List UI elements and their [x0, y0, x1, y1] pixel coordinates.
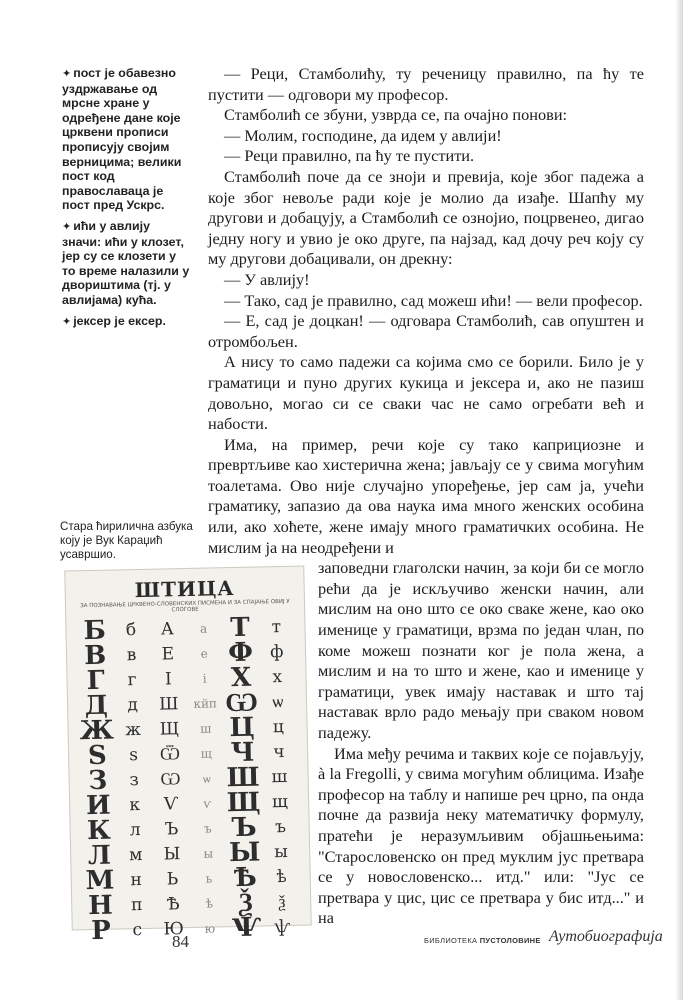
alphabet-letter: ь	[205, 871, 213, 886]
alphabet-letter: кйп	[193, 696, 218, 711]
alphabet-letter: е	[200, 646, 208, 661]
alphabet-letter: ж	[125, 719, 142, 741]
book-title: Аутобиографија	[549, 928, 663, 945]
alphabet-letter: Ѵ	[163, 794, 179, 815]
alphabet-letter: Х	[230, 662, 252, 694]
alphabet-letter: ъ	[274, 816, 287, 838]
alphabet-letter: Ы	[163, 844, 181, 865]
alphabet-letter: ѣ	[276, 866, 287, 888]
alphabet-letter: З	[88, 765, 108, 797]
alphabet-letter: Б	[83, 615, 107, 647]
alphabet-letter: Щ	[159, 719, 180, 740]
side-notes	[62, 66, 192, 335]
alphabet-letter: ф	[269, 641, 284, 663]
paragraph: Има међу речима и таквих које се појављују, à la Fregolli, у свима могућим облицима. Изађе професор на таблу и напише реч црно, па онда почне да развија неку математичку формулу, пратећи је неразумљивим објашњењима: "Старословенско он пред муклим јус претвара се у новословенско... итд." или: "Јус се претвара у цис, цис се претвара у бис итд..." и на	[318, 743, 644, 928]
alphabet-letter: Ь	[166, 869, 179, 890]
alphabet-letter: ъ	[203, 821, 212, 836]
paragraph: — Е, сад је доцкан! — одговара Стамболић, сав опуштен и отромбољен.	[208, 311, 644, 351]
alphabet-letter: п	[130, 894, 143, 916]
alphabet-letter: Ш	[226, 762, 260, 794]
alphabet-letter: Т	[229, 612, 250, 644]
paragraph: Стамболић се збуни, узврда се, па очајно понови:	[224, 105, 568, 125]
alphabet-letter: щ	[200, 746, 213, 761]
alphabet-letter: ы	[274, 841, 288, 863]
alphabet-letter: ц	[272, 716, 285, 738]
alphabet-letter: ѯ	[278, 891, 286, 913]
side-note-text: јексер је ексер.	[73, 313, 166, 328]
paragraph: — Реци правилно, па ћу те пустити.	[224, 146, 475, 166]
alphabet-letter: Ъ	[231, 812, 257, 844]
alphabet-letter: Д	[84, 690, 109, 722]
alphabet-letter: л	[129, 820, 141, 841]
alphabet-letter: Ц	[229, 712, 255, 744]
alphabet-letter: Ф	[227, 637, 254, 669]
paragraph: — Реци, Стамболићу, ту реченицу правилно, па ћу те пустити — одговори му професор.	[208, 64, 644, 104]
side-note	[62, 314, 192, 330]
alphabet-letter: Ѱ	[231, 912, 261, 944]
alphabet-letter: т	[271, 617, 282, 638]
alphabet-letter: х	[272, 667, 283, 688]
alphabet-letter: м	[128, 844, 143, 866]
alphabet-letter: Ю	[163, 919, 184, 940]
alphabet-title: ШТИЦА	[134, 575, 235, 603]
alphabet-subtitle: ЗА ПОЗНАВАЊЕ ЦРКВЕНО-СЛОВЕНСКИХ ПИСМЕНА И ЗА СПАЈАЊЕ ОВИЈ У СЛОГОВЕ	[80, 598, 290, 614]
alphabet-letter: В	[83, 640, 107, 672]
alphabet-letter: Н	[87, 890, 114, 922]
paragraph: А нису то само падежи са којима смо се борили. Било је у граматици и пуно других кукица и јексера и, ако не пазиш довољно, могао си се сваки час не само огребати већ и набости.	[208, 352, 644, 434]
alphabet-letter: с	[132, 920, 143, 941]
paragraph: — Тако, сад је правилно, сад можеш ићи! — вели професор.	[224, 290, 643, 310]
alphabet-letter: б	[125, 620, 137, 641]
alphabet-letter: ѣ	[205, 896, 214, 911]
alphabet-letter: А	[160, 619, 174, 640]
alphabet-letter: щ	[271, 791, 289, 813]
side-note	[62, 66, 192, 213]
paragraph: заповедни глаголски начин, за који би се могло рећи да је искључиво женски начин, али мислим на оно што се око сваке жене, као око именице у граматици, врзма по један члан, по коме можеш познати ког је пола жена, а мислим и на то што и жене, као и именице у граматици, увек имају наставак и што тај наставак врло радо мењају при сваком новом падежу.	[318, 558, 644, 742]
alphabet-letter: Е	[161, 644, 175, 665]
alphabet-letter: Ы	[228, 837, 261, 869]
series-label	[424, 936, 541, 945]
alphabet-letter: ы	[203, 846, 214, 861]
alphabet-column	[258, 615, 301, 941]
alphabet-letter: ѱ	[274, 916, 291, 938]
alphabet-letter: Ѕ	[87, 740, 108, 772]
alphabet-letter: н	[130, 869, 143, 891]
alphabet-letter: Г	[86, 665, 106, 697]
series-name: ПУСТОЛОВИНЕ	[479, 936, 541, 945]
paragraph: Стамболић поче да се зноји и превија, које због падежа а које због невоље ради које је молио да изађе. Шапћу му другови и добацују, а Стамболић се ознојио, поцрвенео, дигао једну ногу и увио је око друге, па најзад, кад дочу реч коју су му другови добацивали, он дрекну:	[208, 166, 644, 269]
alphabet-letter: Ѣ	[166, 894, 180, 915]
alphabet-letter: Ъ	[164, 819, 179, 840]
alphabet-letter: І	[164, 669, 172, 690]
alphabet-letter: ш	[200, 721, 212, 736]
note-marker-icon: ✦	[62, 315, 72, 328]
alphabet-letter: ю	[204, 921, 216, 936]
alphabet-letter: И	[85, 790, 111, 822]
side-note-text: ићи у авлију значи: ићи у клозет, јер су се клозети у то време налазили у двориштима (тј. у авлијама) кућа.	[62, 218, 190, 307]
alphabet-letter: г	[127, 670, 137, 691]
alphabet-letter: Ѯ	[238, 887, 253, 918]
alphabet-letter: Р	[90, 915, 112, 947]
alphabet-letter: ѡ	[272, 691, 284, 713]
alphabet-letter: Л	[87, 840, 112, 872]
alphabet-letter: ѵ	[203, 796, 212, 811]
note-marker-icon: ✦	[62, 220, 72, 233]
alphabet-letter: ш	[271, 766, 288, 788]
alphabet-letter: Ѿ	[159, 744, 181, 765]
series-prefix: БИБЛИОТЕКА	[424, 936, 478, 945]
alphabet-letter: ч	[273, 741, 285, 763]
paragraph: Има, на пример, речи које су тако каприциозне и превртљиве као хистерична жена; јављају се у свима могућим тоалетама. Ово није случајно упоређење, јер сам ја, учећи граматику, запазио да ова наука има много женских особина или, ако хоћете, жене имају много граматичких особина. Не мислим ја на неодређени и	[208, 434, 644, 557]
alphabet-letter: М	[85, 865, 115, 897]
alphabet-letter: з	[129, 770, 139, 791]
side-note-text: пост је обавезно уздржавање од мрсне хране у одређене дане које црквени прописи прописују својим верницима; велики пост код православаца је пост пред Ускрс.	[62, 66, 182, 213]
alphabet-letter: а	[199, 621, 208, 636]
image-caption: Стара ћирилична азбука коју је Вук Караџић усавршио.	[60, 520, 193, 561]
paragraph: — У авлију!	[224, 269, 310, 289]
paragraph: — Молим, господине, да идем у авлији!	[224, 125, 502, 145]
note-marker-icon: ✦	[62, 68, 72, 80]
alphabet-letter: Ѣ	[233, 862, 257, 894]
alphabet-letter: Ж	[79, 715, 115, 747]
alphabet-letter: к	[129, 795, 141, 816]
alphabet-letter: Ѡ	[160, 769, 181, 790]
alphabet-letter: Ч	[230, 737, 255, 769]
alphabet-letter: Щ	[226, 787, 261, 819]
side-note	[62, 219, 192, 308]
page-edge-shadow	[675, 0, 683, 1000]
page-number: 84	[172, 932, 189, 951]
alphabet-letter: д	[127, 695, 139, 716]
alphabet-letter: К	[86, 815, 112, 847]
alphabet-letter: Ѡ	[224, 687, 259, 719]
alphabet-letter: ѕ	[129, 745, 139, 766]
alphabet-letter: і	[202, 671, 207, 686]
alphabet-letter: в	[126, 645, 137, 666]
alphabet-letter: Ш	[158, 694, 179, 715]
alphabet-letter: ѡ	[202, 771, 211, 786]
